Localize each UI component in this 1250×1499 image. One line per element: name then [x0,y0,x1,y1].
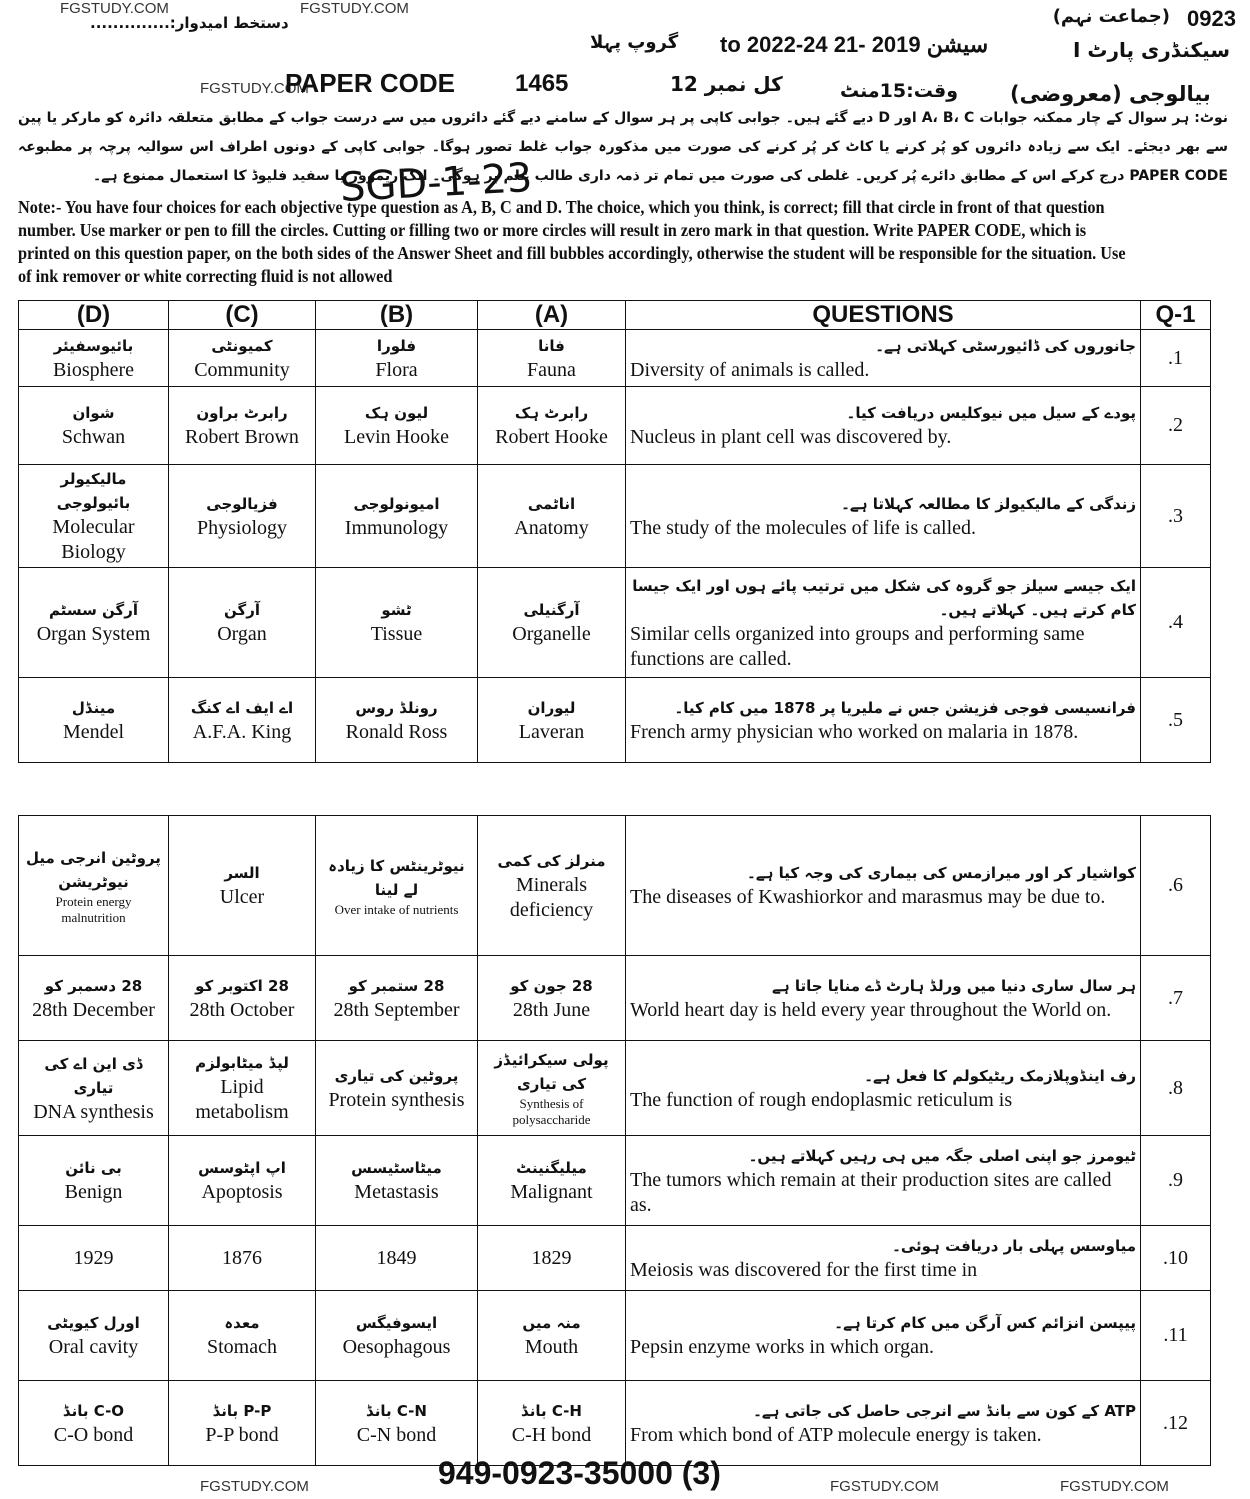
option-urdu: آرگنیلی [523,601,580,619]
option-c [169,816,316,956]
total-marks: کل نمبر 12 [670,72,783,96]
table-row [19,1226,1211,1291]
option-english: P-P bond [205,1423,279,1446]
question-number: .9 [1141,1136,1211,1226]
option-urdu: اورل کیویٹی [47,1314,140,1332]
subject-title: بیالوجی (معروضی) [1010,82,1211,106]
table-row [19,1291,1211,1381]
question-text [626,1041,1141,1136]
question-number: .1 [1141,330,1211,387]
option-urdu: اپ اپٹوسس [198,1159,286,1177]
option-english: 1929 [73,1246,114,1269]
option-urdu: منرلز کی کمی [497,851,606,870]
option-b [316,387,478,465]
group-label: گروپ پہلا [590,32,679,53]
option-english: A.F.A. King [192,720,292,743]
header-c: (C) [169,301,316,330]
table-row [19,387,1211,465]
header-b: (B) [316,301,478,330]
option-c [169,1136,316,1226]
option-b [316,956,478,1041]
option-urdu: 28 دسمبر کو [44,976,143,995]
header-d: (D) [19,301,169,330]
option-english: Community [194,358,290,381]
option-a [478,330,626,387]
question-text [626,956,1141,1041]
question-text [626,568,1141,678]
option-c [169,1041,316,1136]
option-english: Stomach [207,1336,277,1358]
header-q1: Q-1 [1141,301,1211,330]
option-english: Organ System [36,623,151,645]
option-c [169,1381,316,1466]
option-a [478,1226,626,1291]
question-english: Meiosis was discovered for the first time in [630,1258,978,1281]
option-urdu: 28 ستمبر کو [348,976,445,995]
option-urdu: نیوٹرینٹس کا زیادہ لے لینا [328,856,465,899]
option-english: Benign [64,1181,123,1203]
option-urdu: امیونولوجی [353,494,440,513]
option-c [169,568,316,678]
question-english: From which bond of ATP molecule energy is taken. [630,1423,1042,1446]
question-text [626,330,1141,387]
question-number: .8 [1141,1041,1211,1136]
option-english: 28th October [189,998,295,1021]
watermark: FGSTUDY.COM [200,80,309,97]
question-urdu: زندگی کے مالیکیولز کا مطالعہ کہلاتا ہے۔ [841,494,1136,513]
header-a: (A) [478,301,626,330]
option-english: Synthesis of polysaccharide [512,1096,591,1127]
questions-table-1 [18,300,1211,763]
option-b [316,678,478,763]
option-c [169,1226,316,1291]
option-b [316,1291,478,1381]
watermark: FGSTUDY.COM [60,0,169,17]
questions-table-2 [18,815,1211,1466]
option-english: Organ [217,623,267,645]
option-c [169,956,316,1041]
option-c [169,1291,316,1381]
option-english: 28th September [333,998,460,1021]
option-urdu: C-O بانڈ [62,1401,125,1420]
option-b [316,816,478,956]
question-urdu: میاوسس پہلی بار دریافت ہوئی۔ [892,1236,1136,1255]
option-urdu: پولی سیکرائیڈز کی تیاری [494,1051,609,1093]
question-text [626,387,1141,465]
option-urdu: ٹشو [381,601,412,619]
option-b [316,465,478,568]
option-english: Fauna [527,358,576,381]
option-english: Anatomy [514,516,589,539]
question-text [626,1381,1141,1466]
option-english: Mouth [524,1336,579,1358]
header-questions: QUESTIONS [626,301,1141,330]
option-english: Minerals deficiency [509,873,594,921]
option-b [316,330,478,387]
question-english: The diseases of Kwashiorkor and marasmus may be due to. [630,886,1106,908]
option-urdu: لپڈ میٹابولزم [195,1054,289,1072]
board-code: 0923 [1187,6,1236,31]
option-english: Tissue [370,623,423,645]
option-urdu: بائیوسفیئر [53,336,134,355]
table-row [19,465,1211,568]
question-text [626,816,1141,956]
option-c [169,678,316,763]
option-d [19,330,169,387]
option-english: Organelle [512,623,591,645]
option-urdu: میٹاسٹیسس [351,1159,442,1177]
question-text [626,678,1141,763]
paper-code: 1465 [515,70,569,97]
option-english: Metastasis [354,1181,439,1203]
question-number: .5 [1141,678,1211,763]
option-urdu: پروٹین انرجی میل نیوٹریشن [26,848,161,891]
question-number: .2 [1141,387,1211,465]
option-english: Oesophagous [342,1336,451,1358]
signature-field: دستخط امیدوار:.............. [90,14,289,32]
urdu-instructions: نوٹ: ہر سوال کے چار ممکنہ جوابات A، B، C اور D دیے گئے ہیں۔ جوابی کاپی پر ہر سوال کے سامنے دیے گئے دائروں میں سے درست جواب کے مطابق متعلقہ دائرہ کو مارکر یا پین سے بھر دیجئے۔ ایک سے زیادہ دائروں کو پُر کرنے یا کاٹ کر پُر کرنے کی صورت میں مذکورہ جواب غلط تصور ہوگا۔ جوابی کاپی کے دونوں اطراف اس سوالیہ پرچہ پر مطبوعہ PAPER CODE درج کرکے اس کے مطابق دائرے پُر کریں۔ غلطی کی صورت میں تمام تر ذمہ داری طالب علم پر ہوگی۔ انک ریموور یا سفید فلیوڈ کا استعمال ممنوع ہے۔ [18,110,1229,184]
option-urdu: فزیالوجی [206,494,278,513]
option-english: DNA synthesis [33,1100,154,1123]
question-text [626,465,1141,568]
watermark: FGSTUDY.COM [1060,1478,1169,1495]
question-english: The study of the molecules of life is called. [630,516,977,539]
option-d [19,387,169,465]
question-number: .10 [1141,1226,1211,1291]
question-english: Pepsin enzyme works in which organ. [630,1336,935,1358]
session: سیشن 2019 -21 to 2022-24 [720,32,989,57]
question-english: World heart day is held every year throughout the World on. [630,998,1112,1021]
option-urdu: اناٹمی [527,494,576,513]
option-urdu: رابرٹ ہک [514,404,589,422]
option-english: Apoptosis [201,1181,283,1203]
option-urdu: C-N بانڈ [366,1401,427,1420]
option-english: 1876 [222,1246,262,1269]
class-label: (جماعت نہم) [1052,6,1170,27]
part-label: سیکنڈری پارٹ I [1072,38,1230,62]
question-english: Nucleus in plant cell was discovered by. [630,426,952,448]
english-instructions: Note:- You have four choices for each objective type question as A, B, C and D. The choice, which you think, is correct; fill that circle in front of that question number. Use marker or pen to fill the circles. Cutting or filling two or more circles will result in zero mark in that question. Write PAPER CODE, which is printed on this question paper, on the both sides of the Answer Sheet and fill bubbles accordingly, otherwise the student will be responsible for the situation. Use of ink remover or white correcting fluid is not allowed [18,197,1126,286]
question-urdu: رف اینڈوپلازمک ریٹیکولم کا فعل ہے۔ [864,1066,1136,1085]
question-text [626,1291,1141,1381]
question-number: .3 [1141,465,1211,568]
option-b [316,1381,478,1466]
option-b [316,1041,478,1136]
option-english: Immunology [344,516,449,539]
question-number: .6 [1141,816,1211,956]
question-urdu: ATP کے کون سے بانڈ سے انرجی حاصل کی جاتی ہے۔ [753,1401,1136,1420]
question-urdu: ایک جیسے سیلز جو گروہ کی شکل میں ترتیب پائے ہوں اور ایک جیسا کام کرتے ہیں۔ کہلاتے ہیں۔ [632,576,1136,619]
question-english: Similar cells organized into groups and performing same functions are called. [630,622,1085,670]
option-d [19,678,169,763]
option-urdu: P-P بانڈ [212,1401,272,1420]
option-c [169,387,316,465]
time-allowed: وقت:15منٹ [840,80,959,102]
option-urdu: السر [224,864,260,882]
option-d [19,1041,169,1136]
option-urdu: مینڈل [71,698,116,717]
option-b [316,568,478,678]
watermark: FGSTUDY.COM [830,1478,939,1495]
table-row [19,1381,1211,1466]
option-english: Molecular Biology [52,516,135,563]
option-urdu: پروٹین کی تیاری [334,1066,459,1085]
option-urdu: کمیونٹی [211,336,273,355]
question-urdu: پیپسن انزائم کس آرگن میں کام کرتا ہے۔ [834,1314,1136,1332]
option-urdu: رونلڈ روس [355,698,438,717]
option-english: Over intake of nutrients [334,901,459,917]
paper-code-label: PAPER CODE [285,68,455,98]
table-row [19,1041,1211,1136]
footer-code: 949-0923-35000 (3) [438,1455,721,1491]
option-urdu: اے ایف اے کنگ [190,698,294,717]
option-english: 28th December [32,998,155,1021]
option-urdu: لیون ہک [364,404,429,422]
question-urdu: ہر سال ساری دنیا میں ورلڈ ہارٹ ڈے منایا جاتا ہے [772,976,1136,995]
option-a [478,387,626,465]
option-c [169,330,316,387]
option-c [169,465,316,568]
watermark: FGSTUDY.COM [300,0,409,17]
question-urdu: فرانسیسی فوجی فزیشن جس نے ملیریا پر 1878 میں کام کیا۔ [674,698,1136,717]
option-a [478,465,626,568]
option-urdu: شوان [72,404,115,422]
question-english: Diversity of animals is called. [630,358,870,381]
option-urdu: 28 اکتوبر کو [195,976,289,995]
question-english: The tumors which remain at their production sites are called as. [630,1168,1112,1216]
option-a [478,1136,626,1226]
option-urdu: C-H بانڈ [521,1401,582,1420]
table-row [19,330,1211,387]
option-english: Ronald Ross [345,720,448,743]
option-urdu: رابرٹ براون [196,404,288,422]
option-english: Biosphere [52,358,135,381]
question-number: .11 [1141,1291,1211,1381]
option-urdu: لیوران [527,698,576,717]
option-english: Robert Hooke [495,426,608,448]
option-urdu: مالیکیولر بائیولوجی [56,470,131,512]
table-row [19,956,1211,1041]
question-urdu: ٹیومرز جو اپنی اصلی جگہ میں ہی رہیں کہلاتے ہیں۔ [748,1146,1136,1165]
option-english: Physiology [196,516,288,539]
option-b [316,1136,478,1226]
question-text [626,1226,1141,1291]
option-urdu: آرگن [224,601,260,619]
option-english: Malignant [510,1181,593,1203]
question-number: .7 [1141,956,1211,1041]
option-d [19,568,169,678]
option-english: Protein energy malnutrition [55,893,132,925]
table-row [19,678,1211,763]
handwritten-code: SGD-1-23 [338,154,534,212]
option-a [478,1381,626,1466]
option-urdu: بی نائن [65,1159,122,1177]
option-english: Robert Brown [185,426,299,448]
question-number: .12 [1141,1381,1211,1466]
option-english: C-N bond [356,1423,437,1446]
option-d [19,465,169,568]
option-urdu: میلیگنینٹ [516,1159,587,1177]
question-urdu: کواشیار کر اور میرازمس کی بیماری کی وجہ کیا ہے۔ [747,864,1136,882]
option-d [19,816,169,956]
option-a [478,956,626,1041]
option-a [478,1291,626,1381]
option-english: C-O bond [53,1423,134,1446]
option-urdu: فلورا [376,336,417,355]
option-d [19,1381,169,1466]
option-english: C-H bond [511,1423,592,1446]
option-english: Lipid metabolism [195,1076,289,1123]
option-urdu: ایسوفیگس [355,1314,438,1332]
option-english: 28th June [512,998,591,1021]
option-urdu: معدہ [224,1314,260,1332]
option-english: Laveran [518,720,585,743]
question-number: .4 [1141,568,1211,678]
option-english: Flora [375,358,418,381]
option-english: Ulcer [219,886,265,908]
option-urdu: ڈی این اے کی تیاری [44,1054,143,1097]
option-english: Levin Hooke [344,426,449,448]
option-d [19,1226,169,1291]
option-urdu: 28 جون کو [510,976,593,995]
option-english: Protein synthesis [328,1088,465,1111]
table-row [19,816,1211,956]
option-d [19,1291,169,1381]
option-a [478,568,626,678]
option-english: Mendel [62,720,125,743]
option-d [19,1136,169,1226]
option-english: Oral cavity [48,1336,139,1358]
watermark: FGSTUDY.COM [200,1478,309,1495]
question-english: French army physician who worked on malaria in 1878. [630,720,1079,743]
table-row [19,1136,1211,1226]
option-urdu: آرگن سسٹم [48,601,139,619]
option-a [478,816,626,956]
option-a [478,1041,626,1136]
option-b [316,1226,478,1291]
question-english: The function of rough endoplasmic reticulum is [630,1088,1013,1111]
option-english: 1849 [376,1246,417,1269]
table-row [19,568,1211,678]
option-urdu: منہ میں [522,1314,581,1332]
question-text [626,1136,1141,1226]
question-urdu: جانوروں کی ڈائیورسٹی کہلاتی ہے۔ [875,336,1136,355]
option-a [478,678,626,763]
option-english: Schwan [61,426,126,448]
option-urdu: فانا [538,336,565,355]
question-urdu: پودے کے سیل میں نیوکلیس دریافت کیا۔ [846,404,1136,422]
option-english: 1829 [531,1246,572,1269]
option-d [19,956,169,1041]
